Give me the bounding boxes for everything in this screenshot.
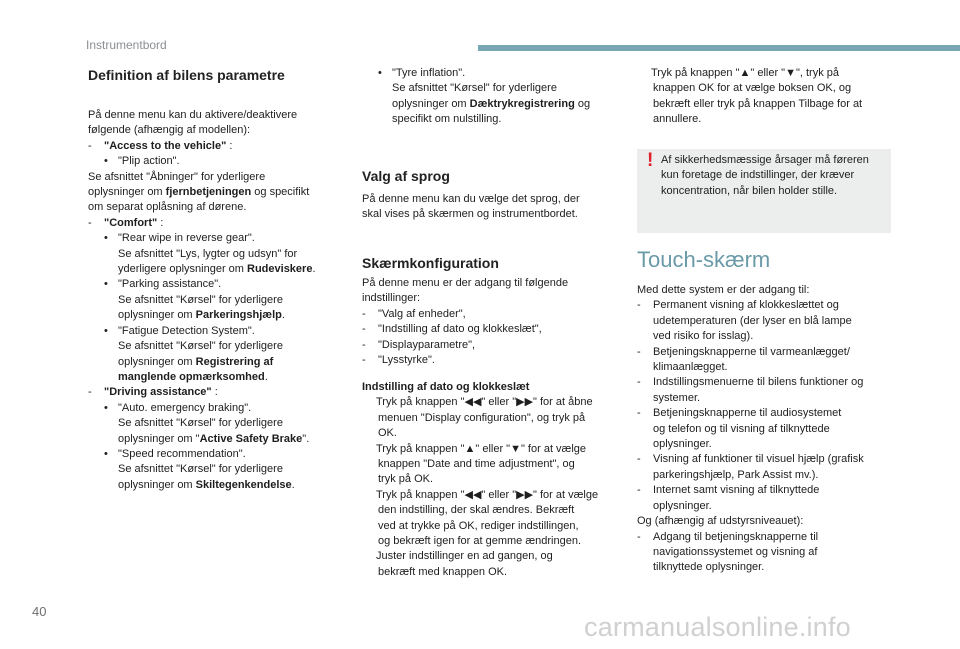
list-item: - Betjeningsknapperne til varmeanlægget/ [637,345,850,358]
list-item: - Betjeningsknapperne til audiosystemet [637,407,842,420]
step-line: og bekræft igen for at gemme ændringen. [378,535,582,548]
warning-text [661,153,885,199]
item-speed-recommendation: • "Speed recommendation". [104,447,246,460]
list-item: - Permanent visning af klokkeslættet og [637,299,839,312]
warning-line: Af sikkerhedsmæssige årsager må føreren [661,154,869,166]
desc-line: oplysninger om Dæktrykregistrering og [392,97,591,110]
menu-access-vehicle: - "Access to the vehicle" : [88,139,233,152]
item-tyre-inflation: • "Tyre inflation". [378,67,466,79]
safety-warning-box [637,149,891,233]
text-line: På denne menu er der adgang til følgende [362,277,569,289]
vehicle-parameters-text [88,108,338,493]
list-item-cont: og telefon og til visning af tilknyttede [653,422,830,435]
list-item-cont: oplysninger. [653,499,712,512]
page-number: 40 [32,604,47,619]
step-line: bekræft eller tryk på knappen Tilbage for at [653,97,863,110]
list-item-cont: tilknyttede oplysninger. [653,561,765,574]
text-line: Med dette system er der adgang til: [637,284,810,296]
item-rear-wipe: • "Rear wipe in reverse gear". [104,232,255,245]
warning-line: kun foretage de indstillinger, der kræver [661,169,855,182]
item-plip-action: • "Plip action". [104,155,180,168]
list-item: - Internet samt visning af tilknyttede [637,484,820,497]
step-line: Tryk på knappen "▲" eller "▼", tryk på [651,67,839,79]
desc-line: Se afsnittet "Lys, lygter og udsyn" for [118,247,298,260]
watermark: carmanualsonline.info [584,612,851,642]
subheading-date-time: Indstilling af dato og klokkeslæt [362,381,530,393]
step-line: knappen "Date and time adjustment", og [378,458,575,471]
list-item-cont: parkeringshjælp, Park Assist mv.). [653,468,819,481]
text-line: På denne menu kan du vælge det sprog, der [362,193,580,205]
warning-line: koncentration, når bilen holder stille. [661,184,838,197]
language-text [362,192,612,223]
touch-screen-text [637,283,889,576]
desc-line: om separat oplåsning af dørene. [88,201,247,214]
header-accent-bar [478,45,960,51]
step-line: annullere. [653,113,702,126]
list-item: - Adgang til betjeningsknapperne til [637,530,819,543]
desc-line: oplysninger om "Active Safety Brake". [118,432,310,445]
step-line: Tryk på knappen "◀◀" eller "▶▶" for at åbne [376,396,593,409]
desc-line: Se afsnittet "Åbninger" for yderligere [88,170,266,183]
heading-touch-screen: Touch-skærm [637,247,771,272]
desc-line: Se afsnittet "Kørsel" for yderligere [118,340,283,353]
desc-line: manglende opmærksomhed. [118,370,268,383]
intro-line: På denne menu kan du aktivere/deaktivere [88,109,298,121]
tyre-inflation-item [362,66,612,128]
item-parking-assistance: • "Parking assistance". [104,278,222,291]
warning-icon: ! [647,150,654,171]
step-line: menuen "Display configuration", og tryk på [378,411,586,424]
list-item: - Visning af funktioner til visuel hjælp (grafisk [637,453,864,466]
item-emergency-braking: • "Auto. emergency braking". [104,401,252,414]
heading-language: Valg af sprog [362,168,450,184]
step-line: ved at trykke på OK, rediger indstillingen, [378,519,579,532]
step-line: tryk på OK. [378,473,434,486]
desc-line: specifikt om nulstilling. [392,113,502,126]
screen-config-text [362,276,612,368]
menu-comfort: - "Comfort" : [88,216,164,229]
desc-line: yderligere oplysninger om Rudeviskere. [118,263,316,276]
list-item-cont: oplysninger. [653,438,712,451]
list-item-cont: systemer. [653,391,701,404]
date-time-section [362,380,612,580]
menu-driving-assistance: - "Driving assistance" : [88,386,218,399]
step-line: Juster indstillinger en ad gangen, og [376,550,553,563]
step-line: knappen OK for at vælge boksen OK, og [653,82,852,95]
list-item: - Indstillingsmenuerne til bilens funktioner og [637,376,864,389]
text-line: skal vises på skærmen og instrumentbordet. [362,208,578,221]
step-line: Tryk på knappen "◀◀" eller "▶▶" for at vælge [376,488,599,501]
step-line: den indstilling, der skal ændres. Bekræft [378,504,575,517]
item-fatigue-detection: • "Fatigue Detection System". [104,324,255,337]
step-line: bekræft med knappen OK. [378,565,508,578]
desc-line: Se afsnittet "Kørsel" for yderligere [118,417,283,430]
list-item: - "Lysstyrke". [362,354,435,367]
step-line: OK. [378,427,397,440]
text-line: Og (afhængig af udstyrsniveauet): [637,515,804,528]
text-line: indstillinger: [362,292,421,305]
heading-screen-config: Skærmkonfiguration [362,255,499,271]
list-item: - "Valg af enheder", [362,307,466,320]
list-item-cont: klimaanlægget. [653,361,728,374]
desc-line: oplysninger om Parkeringshjælp. [118,309,285,322]
intro-line: følgende (afhængig af modellen): [88,124,251,137]
list-item-cont: udetemperaturen (der lyser en blå lampe [653,314,852,327]
desc-line: oplysninger om fjernbetjeningen og specifikt [88,186,310,199]
list-item-cont: ved risiko for isslag). [653,330,754,343]
confirm-step [637,66,889,128]
list-item: - "Displayparametre", [362,338,476,351]
list-item: - "Indstilling af dato og klokkeslæt", [362,323,542,336]
desc-line: Se afsnittet "Kørsel" for yderligere [118,463,283,476]
heading-vehicle-parameters: Definition af bilens parametre [88,67,285,83]
list-item-cont: navigationssystemet og visning af [653,545,818,558]
desc-line: Se afsnittet "Kørsel" for yderligere [118,293,283,306]
desc-line: oplysninger om Skiltegenkendelse. [118,478,295,491]
step-line: Tryk på knappen "▲" eller "▼" for at vælge [376,442,587,455]
desc-line: Se afsnittet "Kørsel" for yderligere [392,82,557,95]
section-title: Instrumentbord [86,38,167,52]
desc-line: oplysninger om Registrering af [118,355,274,368]
